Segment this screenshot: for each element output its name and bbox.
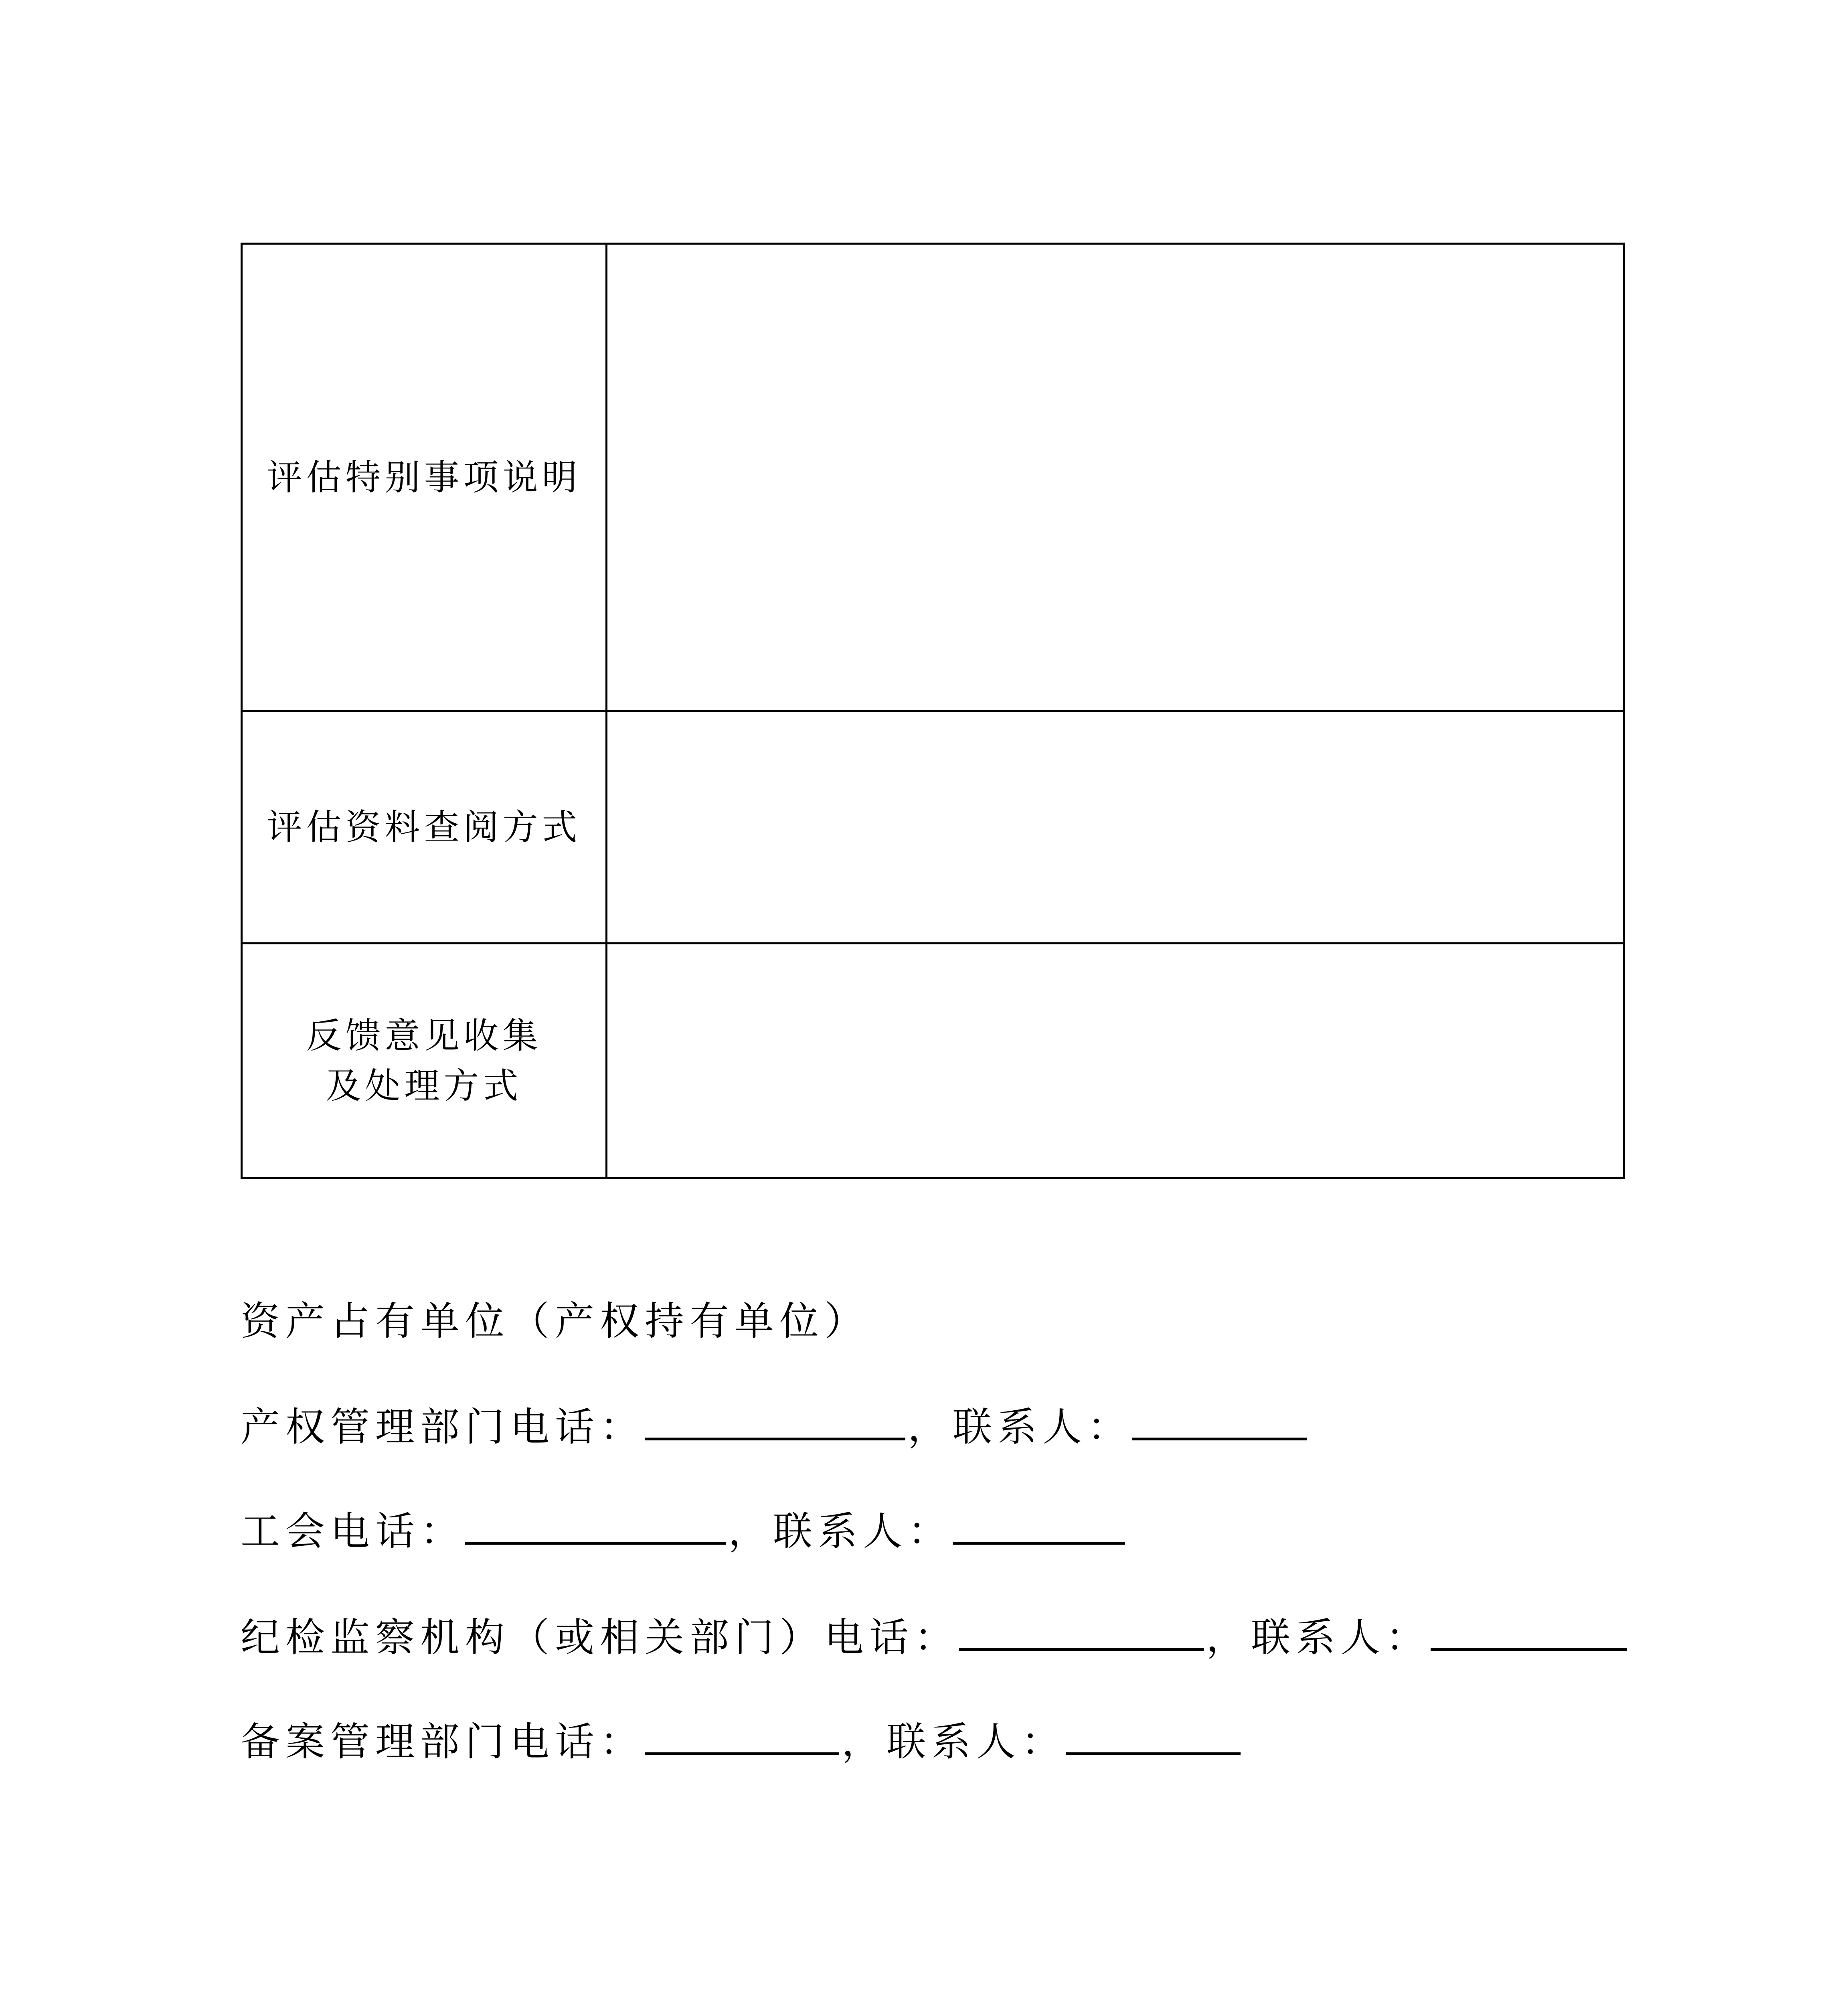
discipline-contact-blank[interactable] [1431, 1608, 1627, 1651]
filing-dept-contact-blank[interactable] [1066, 1712, 1241, 1755]
table-row [242, 244, 1624, 711]
special-matters-label: 评估特别事项说明 [242, 244, 607, 711]
discipline-line [241, 1608, 1629, 1666]
contact-person-label: ，联系人： [728, 1509, 953, 1554]
owner-unit-line [241, 1293, 869, 1349]
property-dept-phone-blank[interactable] [645, 1397, 905, 1440]
filing-dept-line [241, 1712, 1243, 1770]
property-dept-line [241, 1397, 1309, 1455]
property-dept-contact-blank[interactable] [1132, 1397, 1307, 1440]
materials-access-value[interactable] [607, 711, 1624, 944]
table-row [242, 711, 1624, 944]
feedback-label-line2: 及处理方式 [326, 1065, 522, 1106]
assessment-info-table [241, 243, 1625, 1179]
union-phone-label: 工会电话： [241, 1509, 466, 1554]
filing-dept-phone-label: 备案管理部门电话： [241, 1719, 645, 1765]
discipline-phone-label: 纪检监察机构（或相关部门）电话： [241, 1615, 959, 1661]
feedback-label-line1: 反馈意见收集 [306, 1015, 542, 1056]
property-dept-phone-label: 产权管理部门电话： [241, 1404, 645, 1450]
union-phone-blank[interactable] [465, 1502, 726, 1545]
special-matters-value[interactable] [607, 244, 1624, 711]
union-contact-blank[interactable] [953, 1502, 1125, 1545]
materials-access-label: 评估资料查阅方式 [242, 711, 607, 944]
feedback-handling-value[interactable] [607, 944, 1624, 1178]
contact-person-label: ，联系人： [842, 1719, 1067, 1765]
owner-unit-text: 资产占有单位（产权持有单位） [241, 1298, 870, 1344]
table-row [242, 944, 1624, 1178]
feedback-handling-label [242, 944, 607, 1178]
contact-person-label: ，联系人： [908, 1404, 1133, 1450]
contact-person-label: ，联系人： [1206, 1615, 1431, 1661]
discipline-phone-blank[interactable] [959, 1608, 1204, 1651]
filing-dept-phone-blank[interactable] [645, 1712, 839, 1755]
union-line [241, 1502, 1127, 1559]
